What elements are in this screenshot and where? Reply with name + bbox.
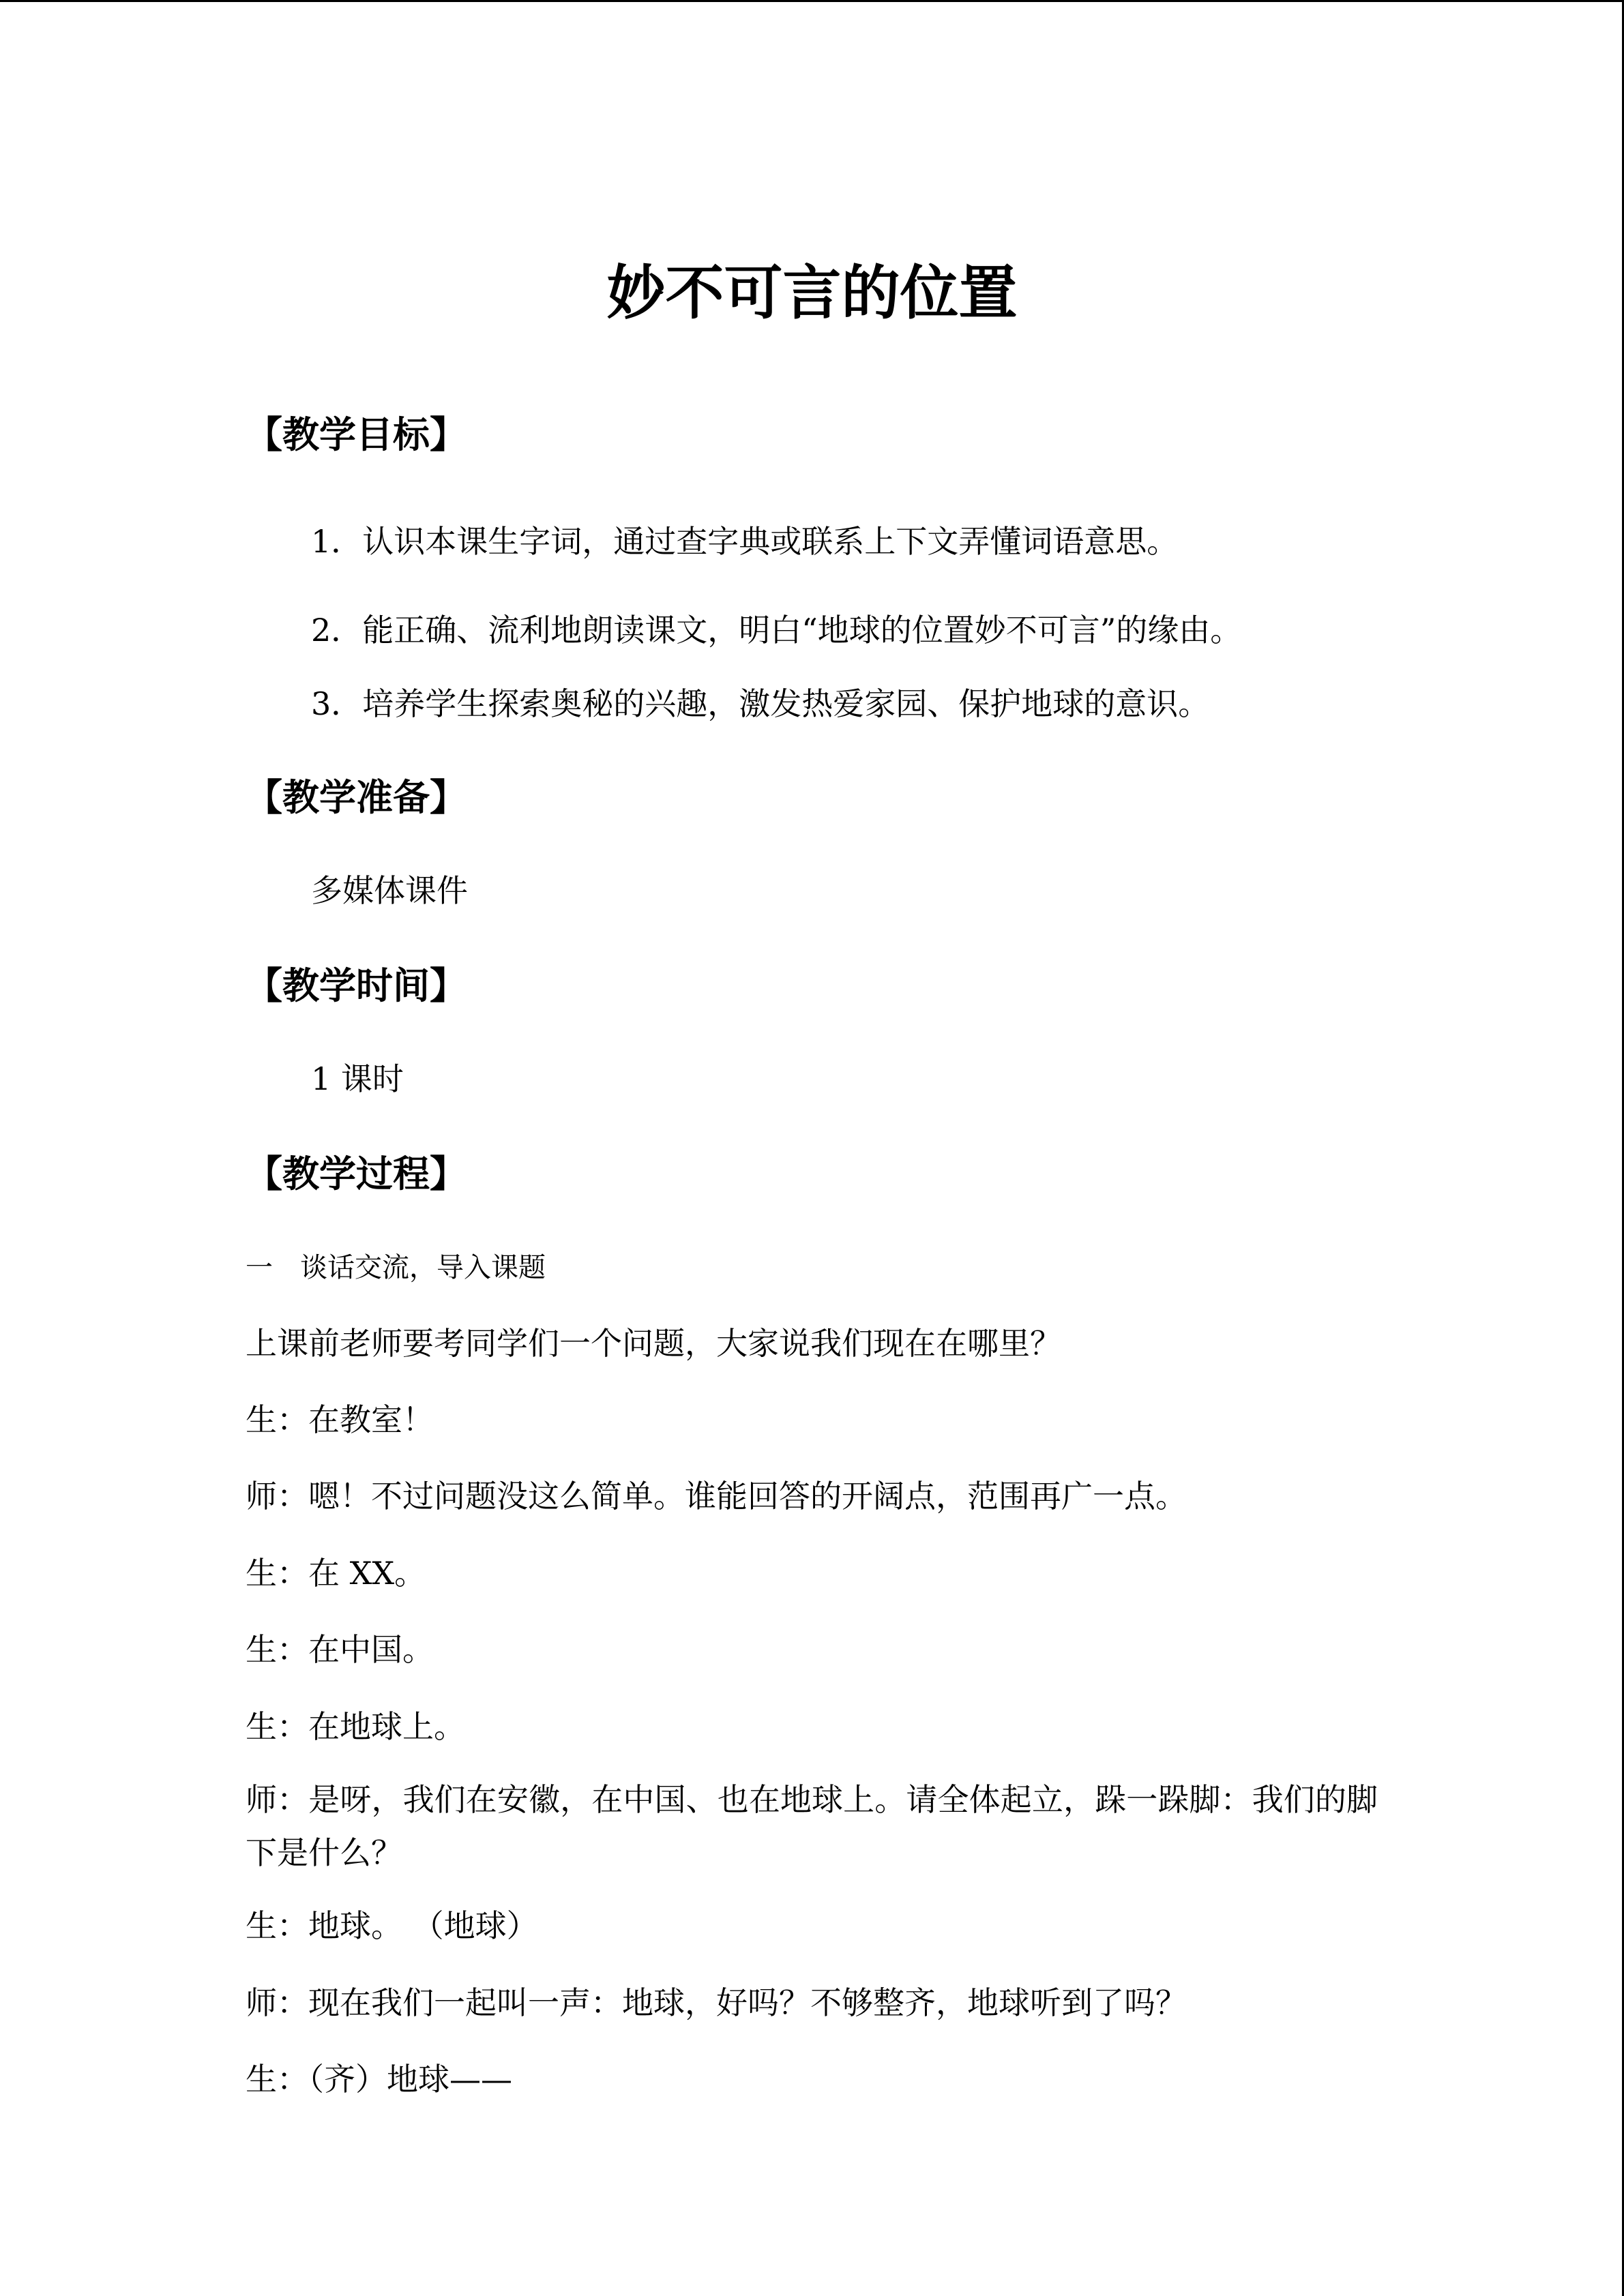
time-text: 1 课时: [311, 1060, 404, 1097]
objective-item-1: 1．认识本课生字词，通过查字典或联系上下文弄懂词语意思。: [311, 523, 1179, 560]
dialogue-line-6: 生：在地球上。: [246, 1708, 465, 1745]
dialogue-line-9: 师：现在我们一起叫一声：地球，好吗？不够整齐，地球听到了吗？: [246, 1984, 1187, 2021]
document-title: 妙不可言的位置: [606, 258, 1018, 327]
dialogue-line-10: 生：（齐）地球——: [246, 2061, 512, 2098]
preparation-text: 多媒体课件: [311, 872, 468, 909]
dialogue-line-4: 生：在 XX。: [246, 1555, 426, 1592]
objectives-heading: 【教学目标】: [246, 413, 467, 456]
process-heading: 【教学过程】: [246, 1152, 467, 1195]
process-subheading: 一 谈话交流，导入课题: [246, 1252, 546, 1283]
objective-item-3: 3．培养学生探索奥秘的兴趣，激发热爱家园、保护地球的意识。: [311, 685, 1210, 722]
dialogue-line-8: 生：地球。 （地球）: [246, 1907, 538, 1944]
time-heading: 【教学时间】: [246, 964, 467, 1007]
dialogue-line-5: 生：在中国。: [246, 1631, 434, 1668]
dialogue-line-2: 生：在教室！: [246, 1401, 434, 1438]
dialogue-line-3: 师：嗯！不过问题没这么简单。谁能回答的开阔点，范围再广一点。: [246, 1478, 1187, 1515]
preparation-heading: 【教学准备】: [246, 775, 467, 819]
objective-item-2: 2．能正确、流利地朗读课文，明白“地球的位置妙不可言”的缘由。: [311, 612, 1242, 648]
dialogue-line-7: 师：是呀，我们在安徽，在中国、也在地球上。请全体起立，跺一跺脚：我们的脚下是什么？: [246, 1781, 1378, 1871]
dialogue-line-1: 上课前老师要考同学们一个问题，大家说我们现在在哪里？: [246, 1325, 1061, 1362]
